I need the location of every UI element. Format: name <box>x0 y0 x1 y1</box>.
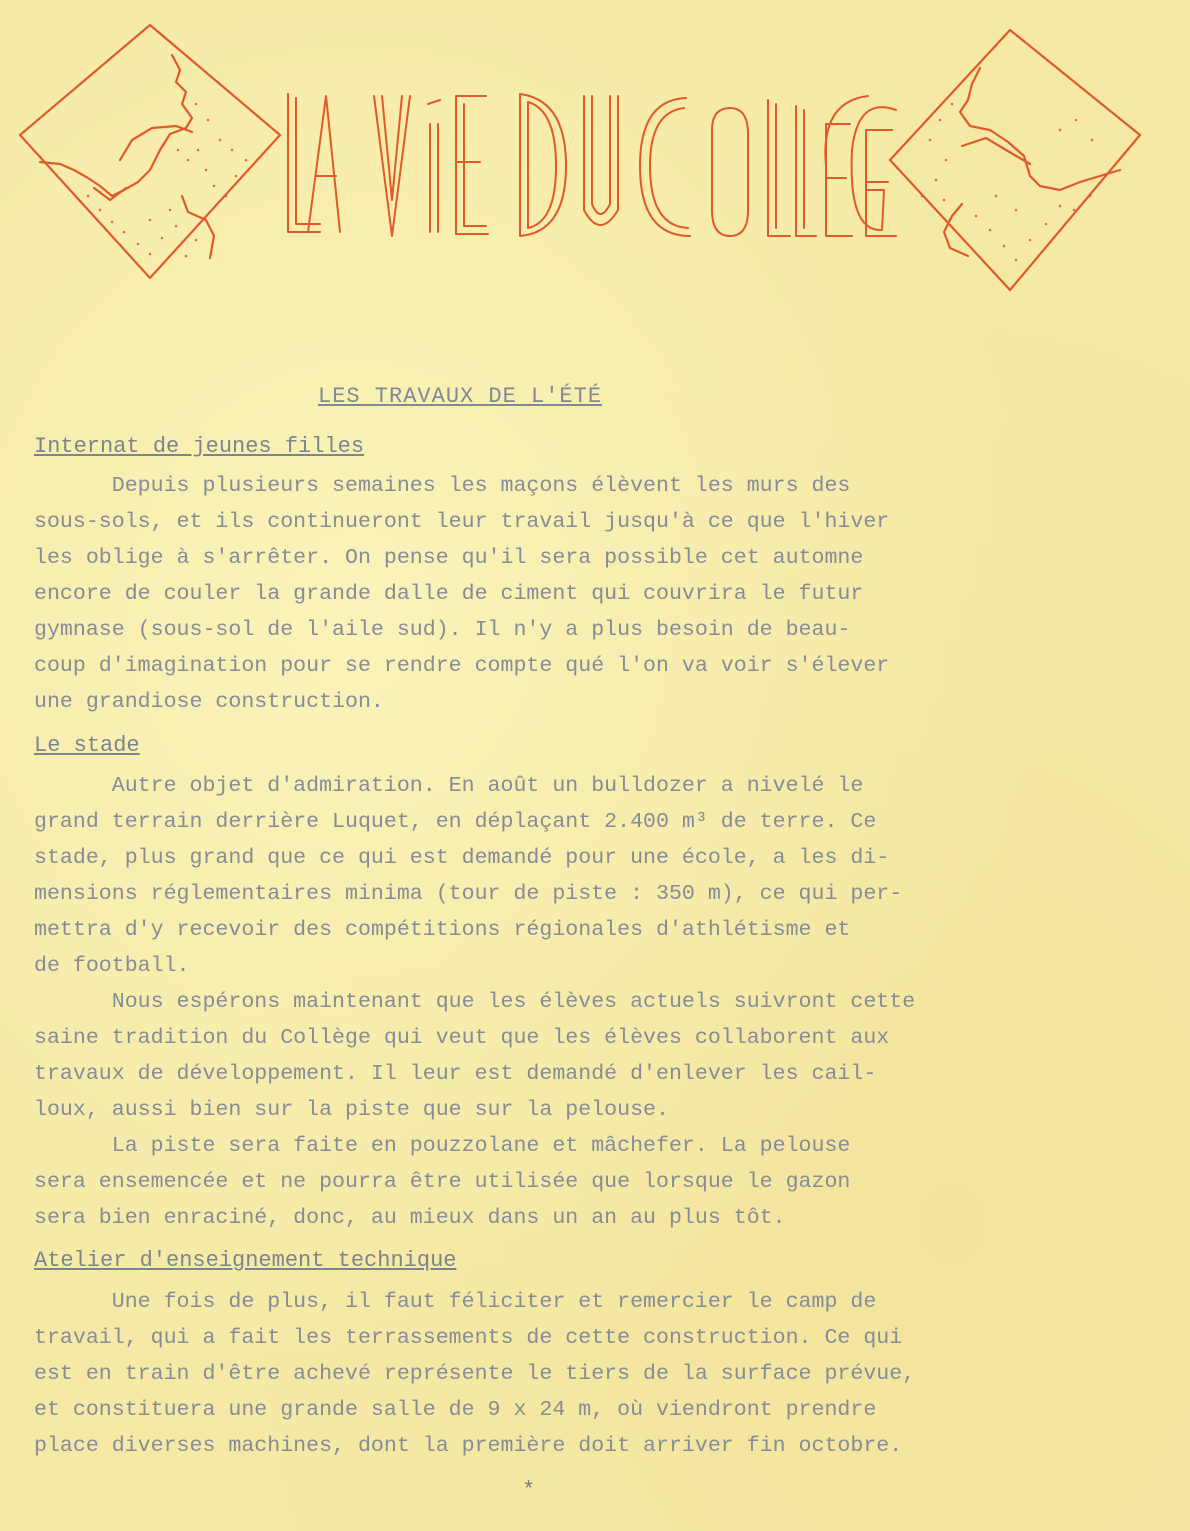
section-paragraph <box>34 768 1044 984</box>
end-mark: * <box>522 1478 536 1503</box>
text-line: Autre objet d'admiration. En août un bulldozer a nivelé le <box>34 774 864 798</box>
text-line: sera ensemencée et ne pourra être utilisée que lorsque le gazon <box>34 1170 851 1194</box>
text-line: Nous espérons maintenant que les élèves actuels suivront cette <box>34 990 916 1014</box>
text-line: grand terrain derrière Luquet, en déplaçant 2.400 m³ de terre. Ce <box>34 810 877 834</box>
section-heading: Atelier d'enseignement technique <box>34 1248 457 1273</box>
masthead-title <box>280 70 900 250</box>
text-line: les oblige à s'arrêter. On pense qu'il sera possible cet automne <box>34 546 864 570</box>
masthead <box>0 0 1190 310</box>
section-heading: Le stade <box>34 733 140 758</box>
text-line: de football. <box>34 954 190 978</box>
text-line: sera bien enraciné, donc, au mieux dans un an au plus tôt. <box>34 1206 786 1230</box>
section-paragraph <box>34 984 1044 1128</box>
section-paragraph <box>34 1128 1044 1236</box>
text-line: saine tradition du Collège qui veut que les élèves collaborent aux <box>34 1026 890 1050</box>
article-title: LES TRAVAUX DE L'ÉTÉ <box>318 384 603 409</box>
text-line: La piste sera faite en pouzzolane et mâchefer. La pelouse <box>34 1134 851 1158</box>
section-heading: Internat de jeunes filles <box>34 434 365 459</box>
text-line: est en train d'être achevé représente le tiers de la surface prévue, <box>34 1362 916 1386</box>
section-paragraph <box>34 1284 1044 1464</box>
text-line: place diverses machines, dont la première doit arriver fin octobre. <box>34 1434 903 1458</box>
text-line: Une fois de plus, il faut féliciter et remercier le camp de <box>34 1290 877 1314</box>
text-line: mensions réglementaires minima (tour de piste : 350 m), ce qui per- <box>34 882 903 906</box>
text-line: une grandiose construction. <box>34 690 384 714</box>
text-line: coup d'imagination pour se rendre compte qué l'on va voir s'élever <box>34 654 890 678</box>
text-line: travaux de développement. Il leur est demandé d'enlever les cail- <box>34 1062 877 1086</box>
text-line: stade, plus grand que ce qui est demandé pour une école, a les di- <box>34 846 890 870</box>
text-line: Depuis plusieurs semaines les maçons élèvent les murs des <box>34 474 851 498</box>
text-line: loux, aussi bien sur la piste que sur la pelouse. <box>34 1098 669 1122</box>
text-line: et constituera une grande salle de 9 x 24 m, où viendront prendre <box>34 1398 877 1422</box>
text-line: encore de couler la grande dalle de ciment qui couvrira le futur <box>34 582 864 606</box>
text-line: sous-sols, et ils continueront leur travail jusqu'à ce que l'hiver <box>34 510 890 534</box>
section-paragraph <box>34 468 1044 720</box>
text-line: mettra d'y recevoir des compétitions régionales d'athlétisme et <box>34 918 851 942</box>
text-line: gymnase (sous-sol de l'aile sud). Il n'y a plus besoin de beau- <box>34 618 851 642</box>
text-line: travail, qui a fait les terrassements de cette construction. Ce qui <box>34 1326 903 1350</box>
